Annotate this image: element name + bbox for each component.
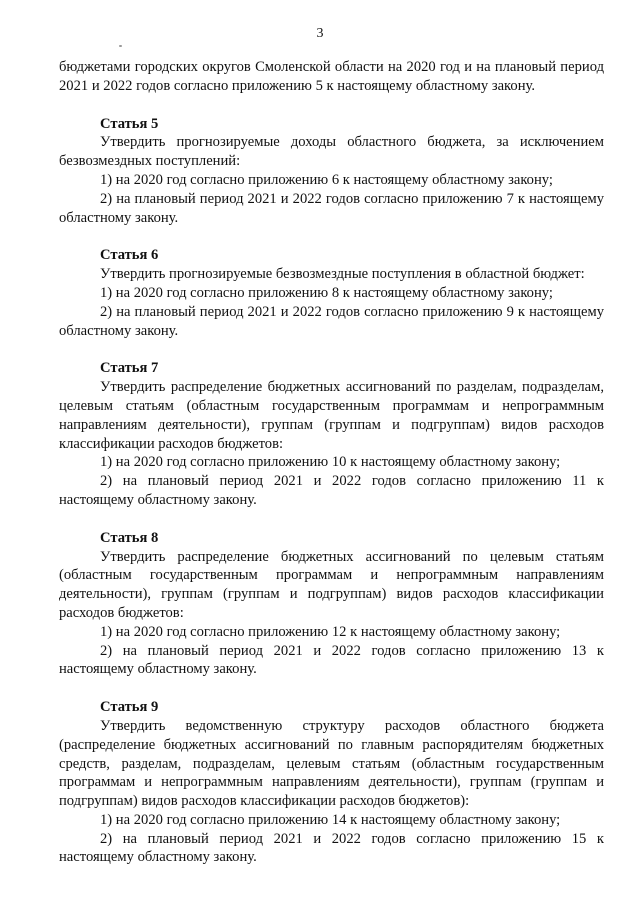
article-item: 1) на 2020 год согласно приложению 14 к настоящему областному закону;: [100, 811, 561, 828]
article-9: [59, 698, 604, 867]
article-title: Статья 7: [100, 360, 159, 377]
article-item: 2) на плановый период 2021 и 2022 годов согласно приложению 15 к настоящему областному закону.: [59, 830, 604, 866]
document-body: [59, 58, 604, 867]
page-number: 3: [316, 26, 324, 41]
article-item: 2) на плановый период 2021 и 2022 годов согласно приложению 13 к настоящему областному закону.: [59, 642, 604, 678]
article-lead: Утвердить прогнозируемые безвозмездные поступления в областной бюджет:: [100, 266, 585, 283]
article-item: 1) на 2020 год согласно приложению 12 к настоящему областному закону;: [100, 623, 561, 640]
scan-speck: [119, 45, 122, 47]
article-8: [59, 529, 604, 679]
article-title: Статья 5: [100, 115, 159, 132]
article-item: 2) на плановый период 2021 и 2022 годов согласно приложению 11 к настоящему областному закону.: [59, 473, 604, 508]
article-item: 1) на 2020 год согласно приложению 10 к настоящему областному закону;: [100, 454, 561, 471]
article-item: 1) на 2020 год согласно приложению 8 к настоящему областному закону;: [100, 284, 553, 301]
article-item: 2) на плановый период 2021 и 2022 годов согласно приложению 7 к настоящему областному закону.: [59, 190, 604, 226]
article-6: [59, 246, 604, 340]
article-lead: Утвердить прогнозируемые доходы областного бюджета, за исключением безвозмездных поступлений:: [59, 134, 604, 170]
article-lead: Утвердить распределение бюджетных ассигнований по целевым статьям (областным государственным программам и непрограммным направлениям деятельности), группам (группам и подгруппам) видов расходов классификации расходов бюджетов:: [59, 548, 604, 621]
article-title: Статья 8: [100, 529, 159, 546]
article-5: [59, 115, 604, 228]
article-lead: Утвердить распределение бюджетных ассигнований по разделам, подразделам, целевым статьям (областным государственным программам и непрограммным направлениям деятельности), группам (группам и подгруппам) видов расходов классификации расходов бюджетов:: [59, 379, 604, 452]
article-7: [59, 359, 604, 509]
article-title: Статья 6: [100, 247, 159, 264]
article-lead: Утвердить ведомственную структуру расходов областного бюджета (распределение бюджетных ассигнований по главным распорядителям бюджетных средств, разделам, подразделам, целевым статьям (областным государственным программам и непрограммным направлениям деятельности), группам (группам и подгруппам) видов расходов классификации расходов бюджетов):: [59, 717, 604, 810]
article-title: Статья 9: [100, 699, 159, 716]
article-item: 2) на плановый период 2021 и 2022 годов согласно приложению 9 к настоящему областному закону.: [59, 303, 604, 339]
article-item: 1) на 2020 год согласно приложению 6 к настоящему областному закону;: [100, 171, 553, 188]
intro-paragraph: бюджетами городских округов Смоленской области на 2020 год и на плановый период 2021 и 2022 годов согласно приложению 5 к настоящему областному закону.: [59, 59, 604, 94]
